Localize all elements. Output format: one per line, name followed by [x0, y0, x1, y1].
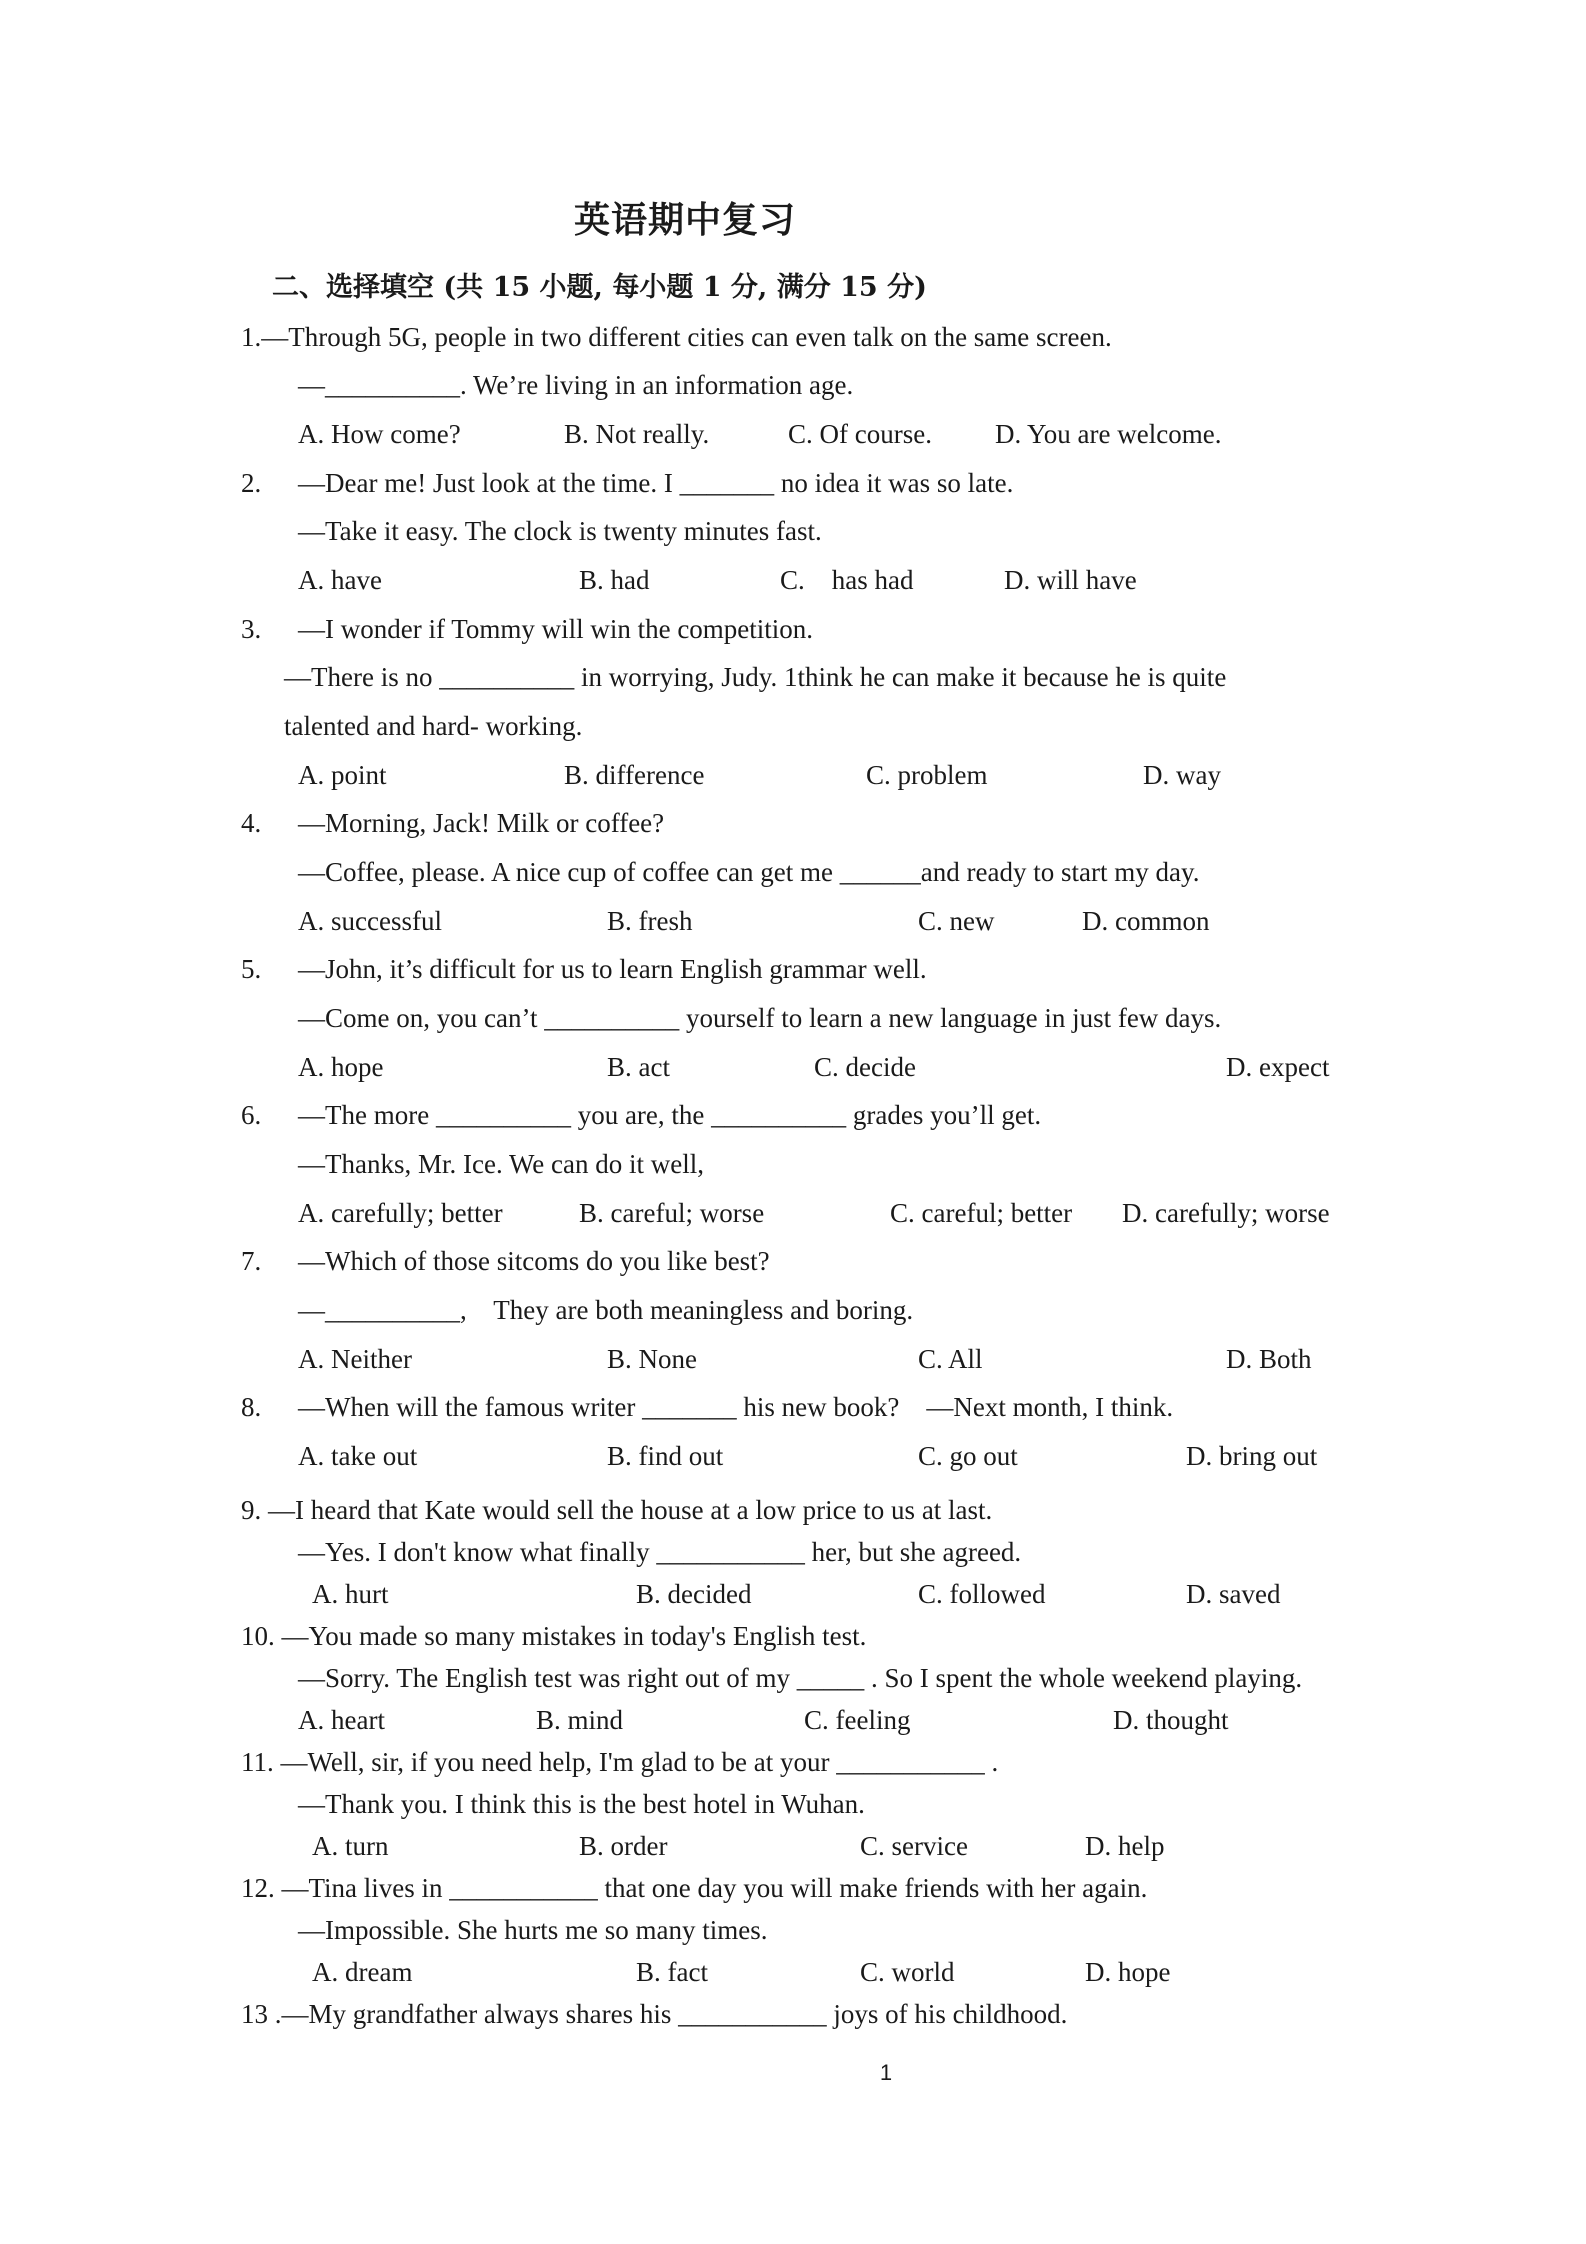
question-1-prompt: 1.—Through 5G, people in two different cities can even talk on the same screen.: [241, 322, 1112, 352]
question-2-option-b: B. had: [579, 565, 650, 595]
section-heading: 二、选择填空 (共 15 小题, 每小题 1 分, 满分 15 分): [272, 272, 927, 303]
question-11-option-b: B. order: [579, 1831, 668, 1861]
question-7-response: —__________, They are both meaningless and boring.: [298, 1295, 914, 1325]
question-13-prompt: 13 .—My grandfather always shares his ___________ joys of his childhood.: [241, 1999, 1068, 2029]
question-3-option-b: B. difference: [564, 760, 705, 790]
question-2-number: 2.: [241, 468, 262, 498]
question-12-option-c: C. world: [860, 1957, 955, 1987]
question-6-option-d: D. carefully; worse: [1122, 1198, 1330, 1228]
question-3-option-d: D. way: [1143, 760, 1221, 790]
question-9-prompt: 9. —I heard that Kate would sell the house at a low price to us at last.: [241, 1495, 993, 1525]
question-12-prompt: 12. —Tina lives in ___________ that one day you will make friends with her again.: [241, 1873, 1148, 1903]
question-7-option-d: D. Both: [1226, 1344, 1312, 1374]
question-9-option-d: D. saved: [1186, 1579, 1281, 1609]
question-12-option-d: D. hope: [1085, 1957, 1171, 1987]
question-10-response: —Sorry. The English test was right out of my _____ . So I spent the whole weekend playing.: [298, 1663, 1303, 1693]
question-5-number: 5.: [241, 954, 262, 984]
question-6-option-c: C. careful; better: [890, 1198, 1073, 1228]
question-2-option-d: D. will have: [1004, 565, 1137, 595]
question-5-option-a: A. hope: [298, 1052, 384, 1082]
question-1-response: —__________. We’re living in an information age.: [298, 370, 854, 400]
question-10-prompt: 10. —You made so many mistakes in today's English test.: [241, 1621, 867, 1651]
question-4-option-d: D. common: [1082, 906, 1210, 936]
question-8-option-a: A. take out: [298, 1441, 418, 1471]
question-8-option-c: C. go out: [918, 1441, 1018, 1471]
question-9-option-b: B. decided: [636, 1579, 752, 1609]
question-10-option-c: C. feeling: [804, 1705, 911, 1735]
question-12-option-b: B. fact: [636, 1957, 708, 1987]
question-11-option-c: C. service: [860, 1831, 968, 1861]
question-7-option-c: C. All: [918, 1344, 983, 1374]
question-12-response: —Impossible. She hurts me so many times.: [298, 1915, 768, 1945]
page-title: 英语期中复习: [573, 199, 796, 241]
question-5-option-c: C. decide: [814, 1052, 916, 1082]
question-9-option-c: C. followed: [918, 1579, 1046, 1609]
question-12-option-a: A. dream: [312, 1957, 413, 1987]
question-2-option-a: A. have: [298, 565, 382, 595]
question-3-response: —There is no __________ in worrying, Judy. 1think he can make it because he is quite: [284, 662, 1227, 692]
question-1-option-b: B. Not really.: [564, 419, 710, 449]
page-number: 1: [879, 2060, 893, 2085]
question-9-option-a: A. hurt: [312, 1579, 389, 1609]
question-1-option-a: A. How come?: [298, 419, 461, 449]
question-1-option-d: D. You are welcome.: [995, 419, 1222, 449]
question-6-prompt: —The more __________ you are, the __________ grades you’ll get.: [298, 1100, 1042, 1130]
question-2-prompt: —Dear me! Just look at the time. I _______ no idea it was so late.: [298, 468, 1014, 498]
question-8-option-b: B. find out: [607, 1441, 724, 1471]
question-4-prompt: —Morning, Jack! Milk or coffee?: [298, 808, 665, 838]
question-3-number: 3.: [241, 614, 262, 644]
question-10-option-b: B. mind: [536, 1705, 624, 1735]
question-1-option-c: C. Of course.: [788, 419, 932, 449]
question-11-option-a: A. turn: [312, 1831, 389, 1861]
question-5-response: —Come on, you can’t __________ yourself to learn a new language in just few days.: [298, 1003, 1222, 1033]
question-7-number: 7.: [241, 1246, 262, 1276]
question-3-option-c: C. problem: [866, 760, 988, 790]
question-2-option-c: C. has had: [780, 565, 914, 595]
question-10-option-a: A. heart: [298, 1705, 385, 1735]
question-3-option-a: A. point: [298, 760, 387, 790]
question-3-prompt: —I wonder if Tommy will win the competition.: [298, 614, 814, 644]
question-6-response: —Thanks, Mr. Ice. We can do it well,: [298, 1149, 704, 1179]
question-7-option-b: B. None: [607, 1344, 697, 1374]
question-11-response: —Thank you. I think this is the best hotel in Wuhan.: [298, 1789, 865, 1819]
question-7-prompt: —Which of those sitcoms do you like best?: [298, 1246, 770, 1276]
question-4-number: 4.: [241, 808, 262, 838]
question-11-option-d: D. help: [1085, 1831, 1165, 1861]
question-6-option-a: A. carefully; better: [298, 1198, 503, 1228]
question-8-number: 8.: [241, 1392, 262, 1422]
question-4-response: —Coffee, please. A nice cup of coffee can get me ______and ready to start my day.: [298, 857, 1200, 887]
question-6-number: 6.: [241, 1100, 262, 1130]
question-8-prompt: —When will the famous writer _______ his new book? —Next month, I think.: [298, 1392, 1174, 1422]
question-5-prompt: —John, it’s difficult for us to learn English grammar well.: [298, 954, 927, 984]
question-4-option-b: B. fresh: [607, 906, 693, 936]
question-5-option-d: D. expect: [1226, 1052, 1330, 1082]
question-8-option-d: D. bring out: [1186, 1441, 1318, 1471]
question-4-option-c: C. new: [918, 906, 995, 936]
question-3-response-cont: talented and hard- working.: [284, 711, 583, 741]
question-5-option-b: B. act: [607, 1052, 670, 1082]
question-10-option-d: D. thought: [1113, 1705, 1229, 1735]
question-2-response: —Take it easy. The clock is twenty minutes fast.: [298, 516, 822, 546]
question-11-prompt: 11. —Well, sir, if you need help, I'm glad to be at your ___________ .: [241, 1747, 999, 1777]
question-7-option-a: A. Neither: [298, 1344, 412, 1374]
question-9-response: —Yes. I don't know what finally ___________ her, but she agreed.: [298, 1537, 1022, 1567]
question-6-option-b: B. careful; worse: [579, 1198, 765, 1228]
question-4-option-a: A. successful: [298, 906, 442, 936]
